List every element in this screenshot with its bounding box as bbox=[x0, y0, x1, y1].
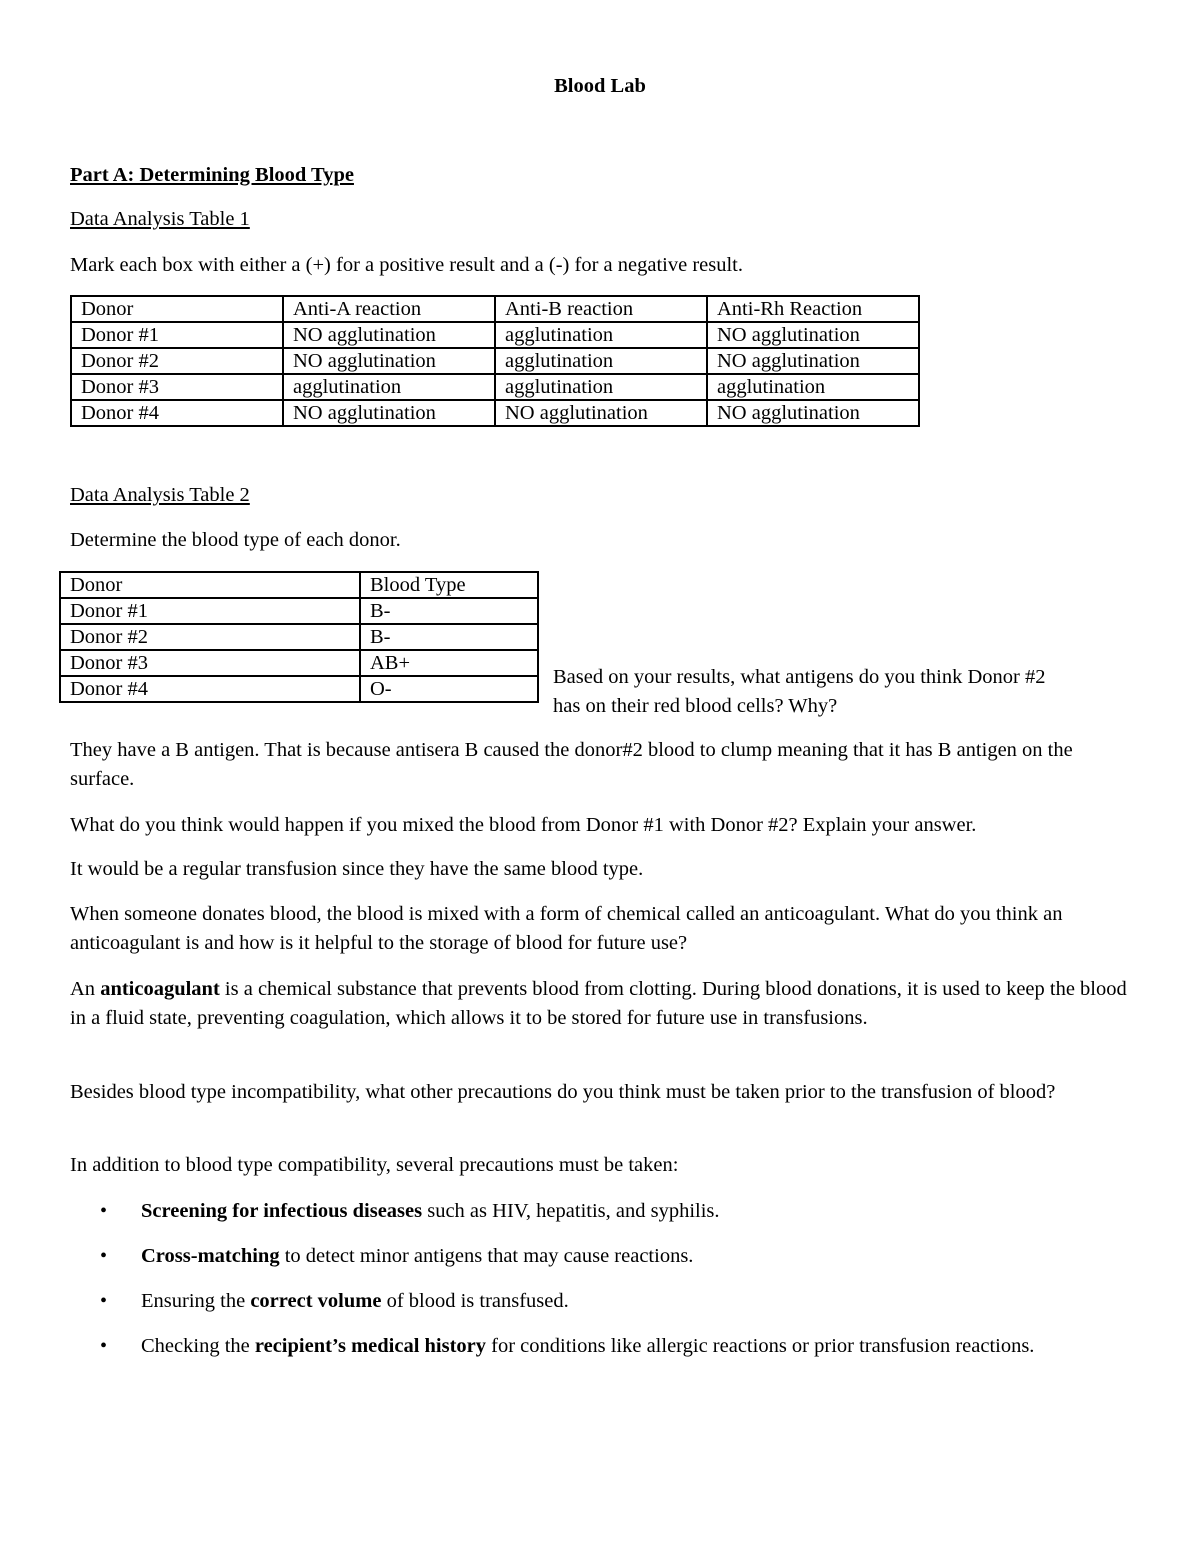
table-cell: Donor #4 bbox=[60, 676, 360, 702]
table-row bbox=[71, 374, 919, 400]
table-cell: agglutination bbox=[707, 374, 919, 400]
table-header-cell: Anti-A reaction bbox=[283, 296, 495, 322]
list-item-text bbox=[141, 1242, 1130, 1271]
table1-caption: Data Analysis Table 1 bbox=[70, 208, 250, 230]
document-title: Blood Lab bbox=[554, 75, 646, 97]
table-row bbox=[60, 650, 538, 676]
table-header-cell: Anti-B reaction bbox=[495, 296, 707, 322]
table-cell: NO agglutination bbox=[707, 348, 919, 374]
list-item-text bbox=[141, 1197, 1130, 1226]
table-cell: AB+ bbox=[360, 650, 538, 676]
table-row bbox=[60, 676, 538, 702]
data-analysis-table-2 bbox=[59, 571, 539, 703]
table-cell: NO agglutination bbox=[707, 322, 919, 348]
bullet-icon: • bbox=[100, 1335, 108, 1357]
table-cell: agglutination bbox=[495, 374, 707, 400]
answer-1: They have a B antigen. That is because antisera B caused the donor#2 blood to clump meaning that it has B antigen on the surface. bbox=[70, 739, 1073, 790]
list-item-post: to detect minor antigens that may cause reactions. bbox=[279, 1245, 694, 1267]
table-cell: agglutination bbox=[495, 322, 707, 348]
list-item-text bbox=[141, 1332, 1130, 1361]
table1-instruction: Mark each box with either a (+) for a positive result and a (-) for a negative result. bbox=[70, 254, 743, 276]
table-cell: Donor #2 bbox=[71, 348, 283, 374]
table-cell: Donor #2 bbox=[60, 624, 360, 650]
table-row bbox=[71, 348, 919, 374]
question-1-line-1: Based on your results, what antigens do you think Donor #2 bbox=[553, 666, 1046, 688]
table-cell: NO agglutination bbox=[283, 400, 495, 426]
answer-3 bbox=[70, 975, 1130, 1033]
table-cell: Donor #1 bbox=[60, 598, 360, 624]
answer-4-intro: In addition to blood type compatibility, several precautions must be taken: bbox=[70, 1154, 679, 1176]
table-cell: Donor #1 bbox=[71, 322, 283, 348]
table-cell: Donor #4 bbox=[71, 400, 283, 426]
list-item-bold: Cross-matching bbox=[141, 1245, 280, 1267]
table-cell: B- bbox=[360, 624, 538, 650]
table-cell: B- bbox=[360, 598, 538, 624]
question-4: Besides blood type incompatibility, what other precautions do you think must be taken prior to the transfusion of blood? bbox=[70, 1081, 1056, 1103]
table-cell: NO agglutination bbox=[283, 348, 495, 374]
table-header-cell: Donor bbox=[71, 296, 283, 322]
table-cell: O- bbox=[360, 676, 538, 702]
table-row bbox=[60, 598, 538, 624]
table-cell: NO agglutination bbox=[283, 322, 495, 348]
answer-3-term: anticoagulant bbox=[100, 978, 220, 1000]
table-cell: agglutination bbox=[495, 348, 707, 374]
list-item-pre: Ensuring the bbox=[141, 1290, 251, 1312]
table2-caption: Data Analysis Table 2 bbox=[70, 484, 250, 506]
table-row bbox=[71, 400, 919, 426]
table-header-row bbox=[71, 296, 919, 322]
part-a-heading: Part A: Determining Blood Type bbox=[70, 164, 354, 186]
table2-instruction: Determine the blood type of each donor. bbox=[70, 529, 401, 551]
bullet-icon: • bbox=[100, 1200, 108, 1222]
table-header-cell: Blood Type bbox=[360, 572, 538, 598]
question-2: What do you think would happen if you mixed the blood from Donor #1 with Donor #2? Explain your answer. bbox=[70, 814, 977, 836]
answer-3-prefix: An bbox=[70, 978, 101, 1000]
table-row bbox=[71, 322, 919, 348]
list-item-text bbox=[141, 1287, 1130, 1316]
list-item-post: of blood is transfused. bbox=[381, 1290, 569, 1312]
list-item-post: such as HIV, hepatitis, and syphilis. bbox=[422, 1200, 720, 1222]
answer-2: It would be a regular transfusion since they have the same blood type. bbox=[70, 858, 644, 880]
table-cell: NO agglutination bbox=[495, 400, 707, 426]
question-3: When someone donates blood, the blood is mixed with a form of chemical called an anticoagulant. What do you think an anticoagulant is and how is it helpful to the storage of blood for future use? bbox=[70, 903, 1063, 954]
list-item-pre: Checking the bbox=[141, 1335, 255, 1357]
table-cell: Donor #3 bbox=[60, 650, 360, 676]
table-cell: NO agglutination bbox=[707, 400, 919, 426]
table-row bbox=[60, 624, 538, 650]
list-item-post: for conditions like allergic reactions or prior transfusion reactions. bbox=[486, 1335, 1035, 1357]
table-header-cell: Donor bbox=[60, 572, 360, 598]
table-cell: agglutination bbox=[283, 374, 495, 400]
bullet-icon: • bbox=[100, 1245, 108, 1267]
answer-3-rest: is a chemical substance that prevents blood from clotting. During blood donations, it is used to keep the blood in a fluid state, preventing coagulation, which allows it to be stored for future use in transfusions. bbox=[70, 978, 1127, 1029]
table-cell: Donor #3 bbox=[71, 374, 283, 400]
list-item-bold: correct volume bbox=[250, 1290, 382, 1312]
list-item-bold: Screening for infectious diseases bbox=[141, 1200, 423, 1222]
list-item-bold: recipient’s medical history bbox=[254, 1335, 487, 1357]
data-analysis-table-1 bbox=[70, 295, 920, 427]
question-1-line-2: has on their red blood cells? Why? bbox=[553, 695, 838, 717]
table-header-row bbox=[60, 572, 538, 598]
table-header-cell: Anti-Rh Reaction bbox=[707, 296, 919, 322]
bullet-icon: • bbox=[100, 1290, 108, 1312]
